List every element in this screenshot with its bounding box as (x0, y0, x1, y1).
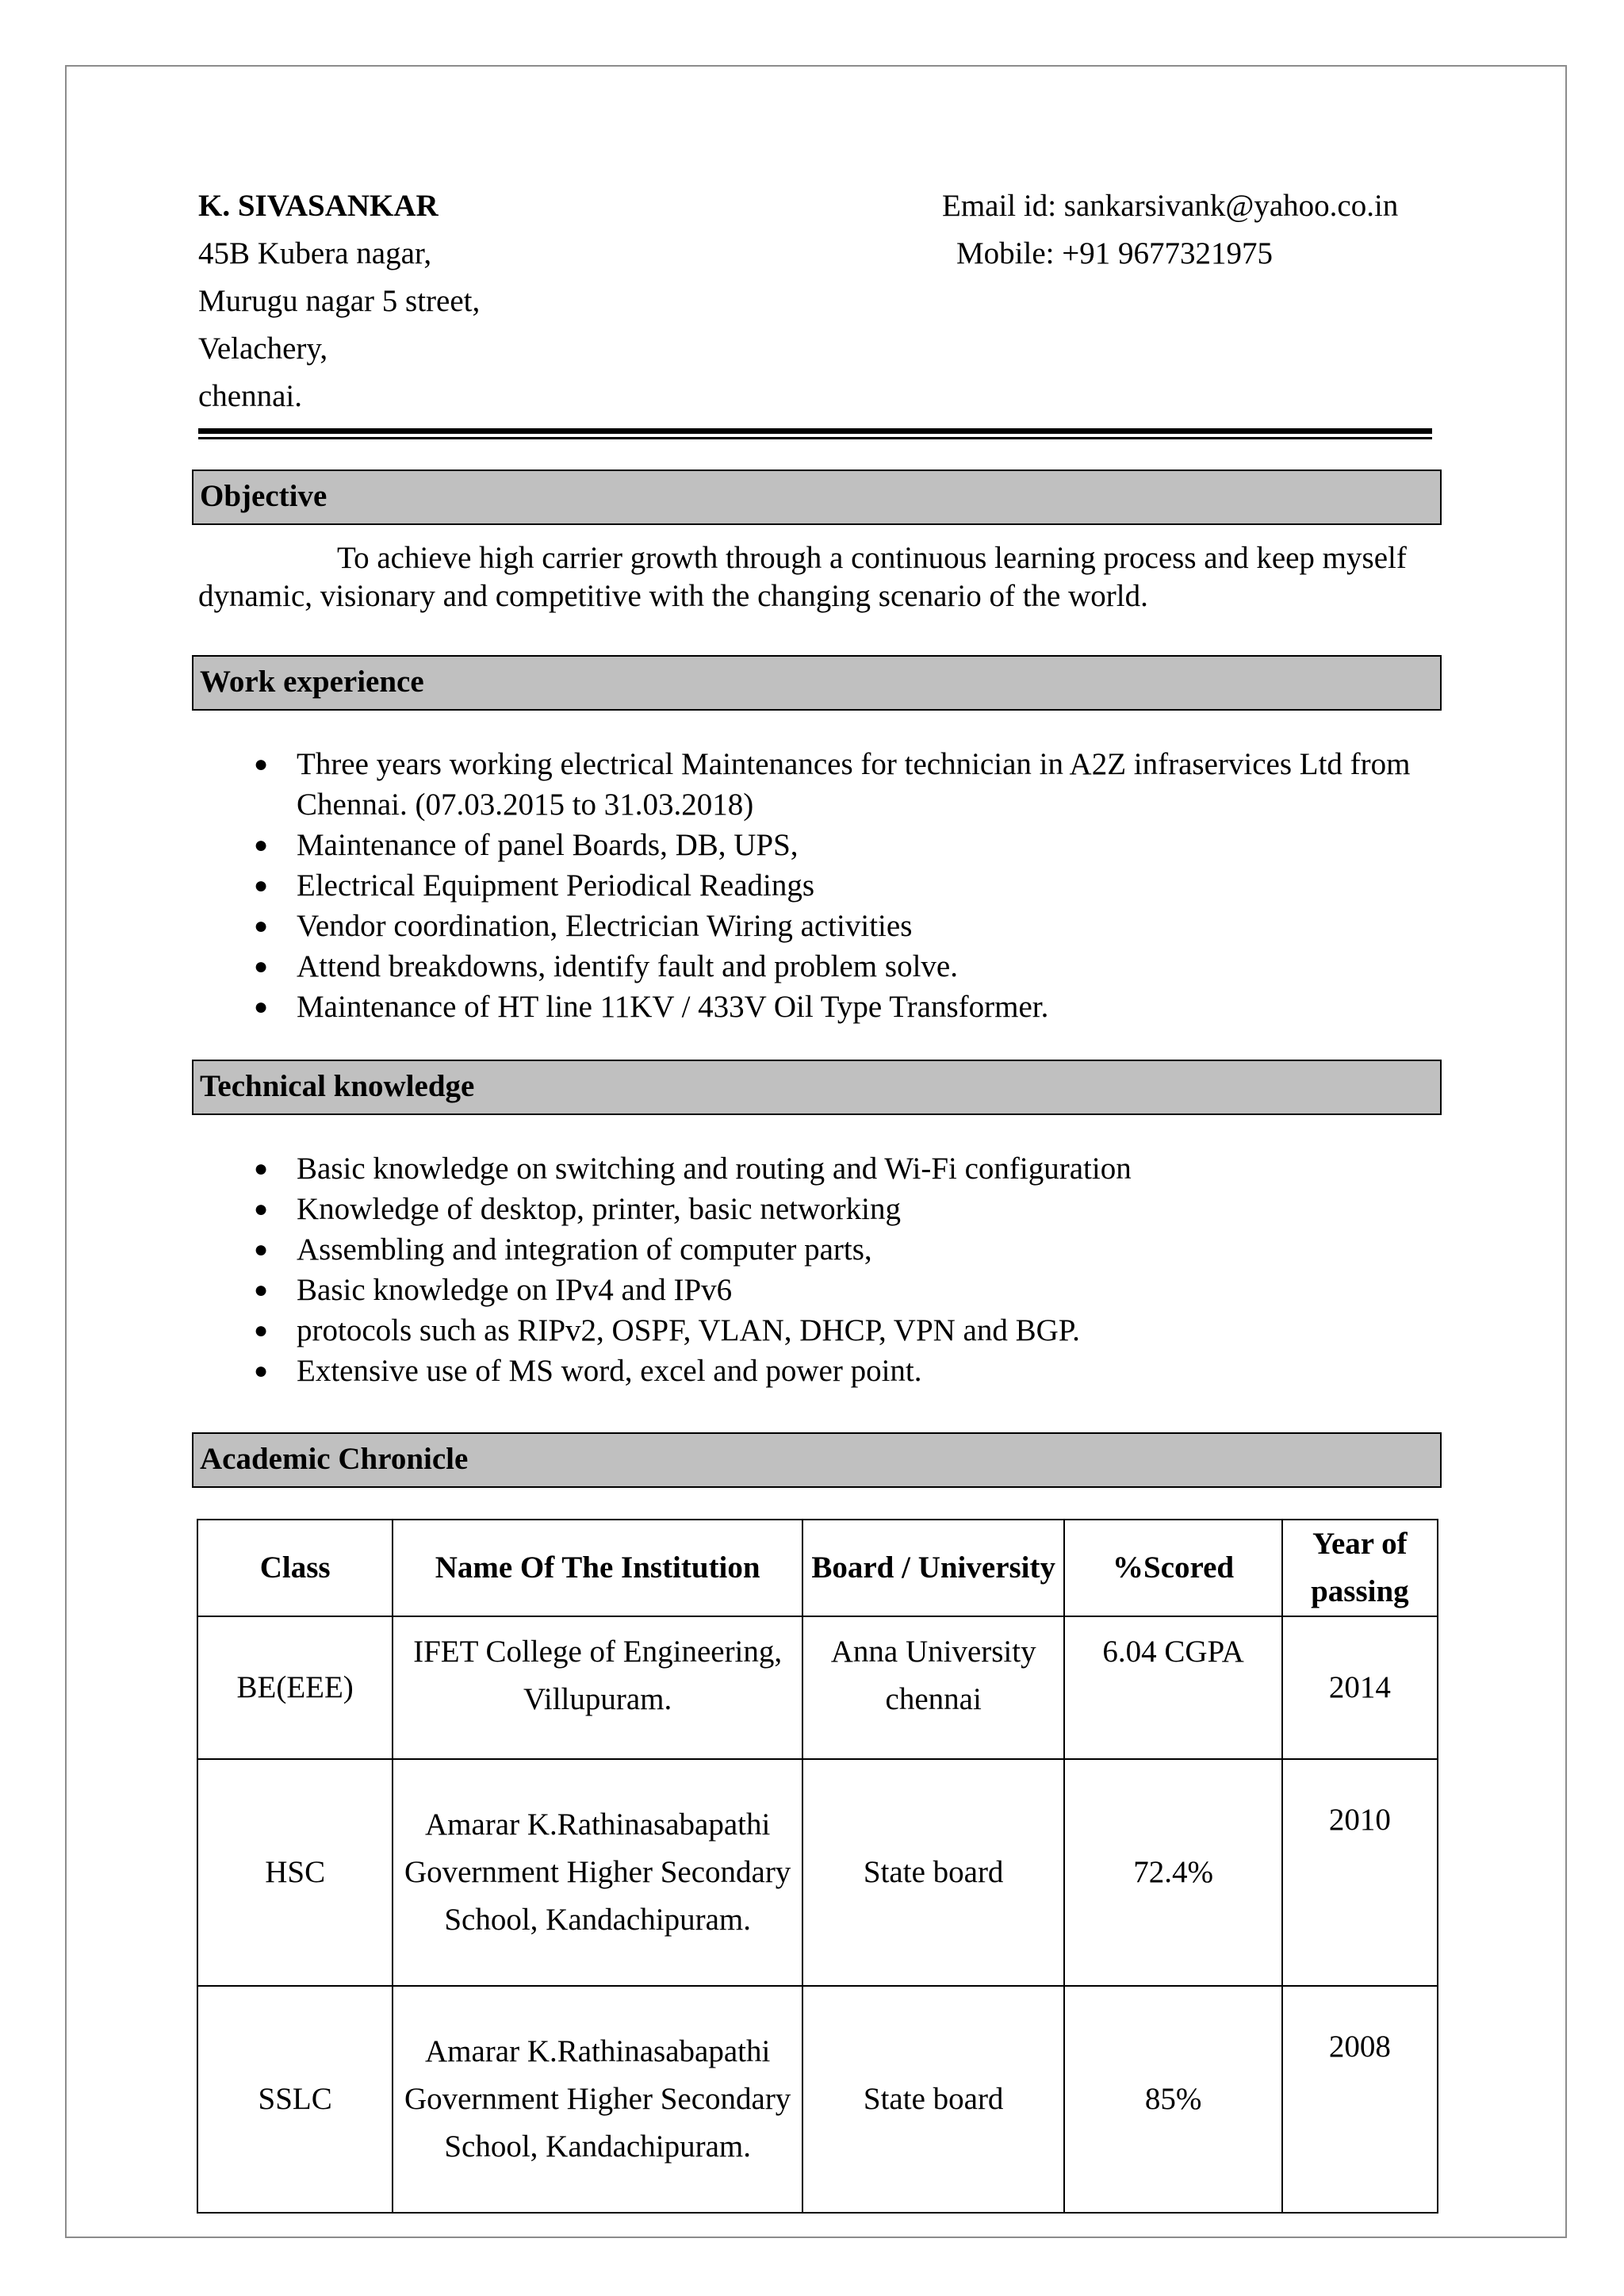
cell-institution: Amarar K.Rathinasabapathi Government Higher Secondary School, Kandachipuram. (393, 1986, 802, 2213)
address-line-4: chennai. (198, 379, 303, 413)
column-header-score: %Scored (1064, 1520, 1281, 1616)
technical-knowledge-list (198, 1148, 1435, 1391)
cell-year: 2008 (1282, 1986, 1438, 2213)
list-item (198, 865, 1435, 906)
list-item (198, 906, 1435, 946)
list-item (198, 1148, 1435, 1189)
bullet-icon: ● (254, 751, 269, 777)
list-item-text: protocols such as RIPv2, OSPF, VLAN, DHCP, VPN and BGP. (297, 1313, 1080, 1347)
bullet-icon: ● (254, 1358, 269, 1384)
bullet-icon: ● (254, 1156, 269, 1182)
list-item (198, 987, 1435, 1027)
column-header-institution: Name Of The Institution (393, 1520, 802, 1616)
section-header-objective: Objective (192, 470, 1442, 525)
bullet-icon: ● (254, 832, 269, 858)
mobile-text: Mobile: +91 9677321975 (956, 236, 1273, 270)
candidate-name: K. SIVASANKAR (198, 189, 439, 223)
cell-score: 72.4% (1064, 1759, 1281, 1986)
list-item-text: Maintenance of HT line 11KV / 433V Oil Type Transformer. (297, 990, 1049, 1024)
address-line-2: Murugu nagar 5 street, (198, 284, 481, 318)
list-item (198, 1270, 1435, 1310)
list-item (198, 1229, 1435, 1270)
list-item (198, 1351, 1435, 1391)
table-row (197, 1759, 1438, 1986)
list-item-text: Knowledge of desktop, printer, basic networking (297, 1192, 902, 1226)
address-line-3: Velachery, (198, 332, 328, 366)
column-header-year: Year of passing (1282, 1520, 1438, 1616)
list-item-text: Extensive use of MS word, excel and power point. (297, 1354, 922, 1388)
cell-year: 2010 (1282, 1759, 1438, 1986)
bullet-icon: ● (254, 953, 269, 979)
list-item (198, 744, 1435, 825)
bullet-icon: ● (254, 1236, 269, 1263)
bullet-icon: ● (254, 994, 269, 1020)
list-item-text: Three years working electrical Maintenances for technician in A2Z infraservices Ltd from Chennai. (07.03.2015 to 31.03.2018) (297, 747, 1411, 822)
column-header-class: Class (197, 1520, 393, 1616)
academic-table (197, 1519, 1438, 2214)
cell-class: HSC (197, 1759, 393, 1986)
section-header-work-experience: Work experience (192, 655, 1442, 711)
header-divider-thin (198, 437, 1432, 439)
cell-board: Anna University chennai (802, 1616, 1064, 1759)
list-item-text: Basic knowledge on IPv4 and IPv6 (297, 1273, 733, 1307)
bullet-icon: ● (254, 872, 269, 899)
list-item (198, 1310, 1435, 1351)
header-divider-thick (198, 428, 1432, 434)
list-item (198, 946, 1435, 987)
list-item-text: Attend breakdowns, identify fault and problem solve. (297, 949, 958, 983)
cell-institution: Amarar K.Rathinasabapathi Government Higher Secondary School, Kandachipuram. (393, 1759, 802, 1986)
column-header-board: Board / University (802, 1520, 1064, 1616)
cell-year: 2014 (1282, 1616, 1438, 1759)
bullet-icon: ● (254, 1196, 269, 1222)
address-line-1: 45B Kubera nagar, (198, 236, 432, 270)
cell-class: SSLC (197, 1986, 393, 2213)
objective-paragraph (198, 539, 1435, 615)
cell-score: 6.04 CGPA (1064, 1616, 1281, 1759)
objective-text: To achieve high carrier growth through a continuous learning process and keep myself dynamic, visionary and competitive with the changing scenario of the world. (198, 541, 1407, 613)
table-header-row (197, 1520, 1438, 1616)
email-text: Email id: sankarsivank@yahoo.co.in (942, 189, 1399, 223)
work-experience-list (198, 744, 1435, 1027)
list-item-text: Electrical Equipment Periodical Readings (297, 868, 815, 903)
list-item-text: Basic knowledge on switching and routing and Wi-Fi configuration (297, 1152, 1132, 1186)
contact-details-block (942, 182, 1434, 278)
cell-class: BE(EEE) (197, 1616, 393, 1759)
section-header-technical-knowledge: Technical knowledge (192, 1060, 1442, 1115)
section-header-academic-chronicle: Academic Chronicle (192, 1432, 1442, 1488)
list-item-text: Vendor coordination, Electrician Wiring activities (297, 909, 913, 943)
cell-board: State board (802, 1986, 1064, 2213)
bullet-icon: ● (254, 913, 269, 939)
list-item (198, 825, 1435, 865)
table-row (197, 1616, 1438, 1759)
cell-institution: IFET College of Engineering, Villupuram. (393, 1616, 802, 1759)
cell-score: 85% (1064, 1986, 1281, 2213)
list-item-text: Assembling and integration of computer parts, (297, 1232, 872, 1267)
list-item-text: Maintenance of panel Boards, DB, UPS, (297, 828, 799, 862)
bullet-icon: ● (254, 1317, 269, 1343)
bullet-icon: ● (254, 1277, 269, 1303)
table-row (197, 1986, 1438, 2213)
contact-address-block (198, 182, 912, 420)
cell-board: State board (802, 1759, 1064, 1986)
list-item (198, 1189, 1435, 1229)
